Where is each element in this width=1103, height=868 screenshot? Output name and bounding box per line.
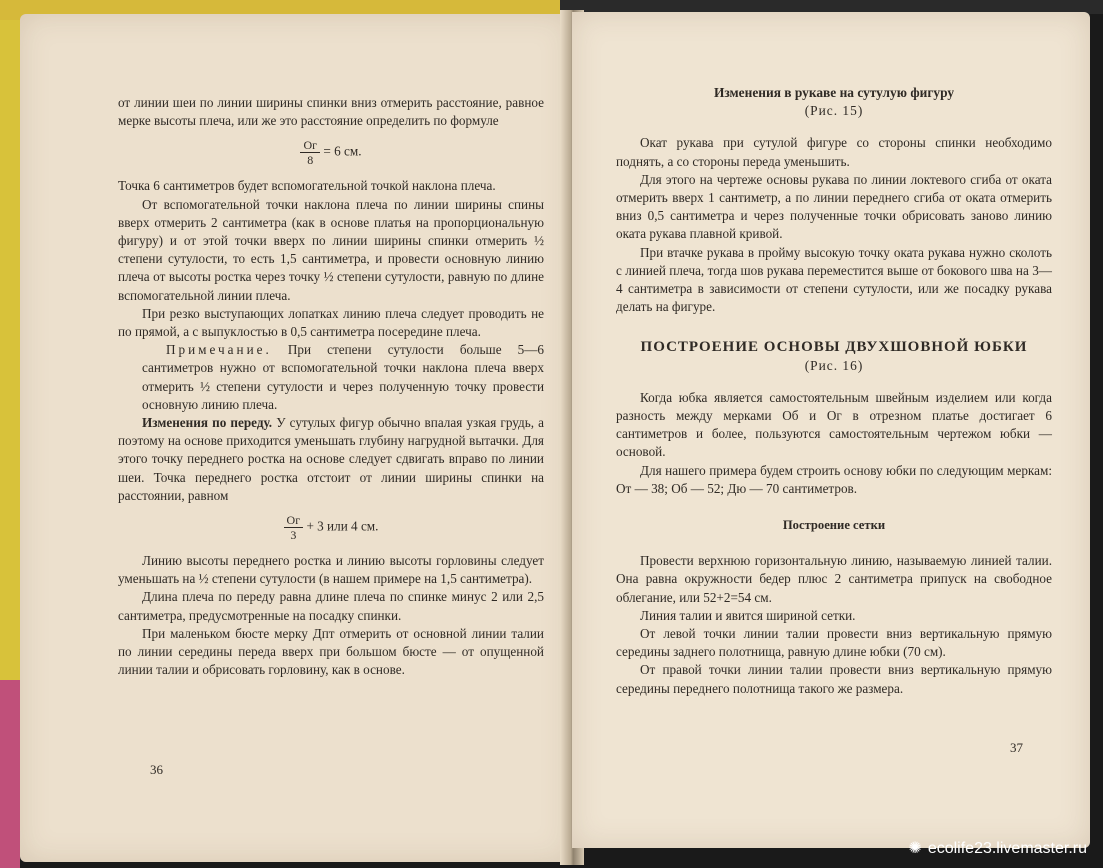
note: Примечание. При степени сутулости больше 5—6 сантиметров нужно от вспомогательной точки наклона плеча вверх отмерить ½ степени сутулости и через полученную точку провести основную линию плеча. — [142, 342, 544, 412]
paragraph: Длина плеча по переду равна длине плеча по спинке минус 2 или 2,5 сантиметра, предусмотренные на посадку спинки. — [118, 589, 544, 623]
paragraph: Для нашего примера будем строить основу юбки по следующим меркам: От — 38; Об — 52; Дю — 70 сантиметров. — [616, 462, 1052, 496]
subsection-heading: Построение сетки — [782, 518, 886, 533]
paragraph: Провести верхнюю горизонтальную линию, называемую линией талии. Она равна окружности бедер плюс 2 сантиметра припуск на свободное облегание, или 52+2=54 см. — [616, 553, 1052, 605]
paragraph: При резко выступающих лопатках линию плеча следует проводить не по прямой, а с выпуклостью в 0,5 сантиметра посередине плеча. — [118, 305, 544, 340]
gear-icon: ✺ — [908, 840, 922, 857]
formula-og-3: $\frac{Ог}{3}$ + 3 или 4 см. — [118, 513, 544, 542]
left-page — [20, 14, 570, 862]
right-page — [572, 12, 1090, 848]
page-number: 36 — [150, 762, 163, 777]
paragraph: От правой точки линии талии провести вниз вертикальную прямую середины переднего полотнища такого же размера. — [616, 662, 1052, 696]
paragraph: Когда юбка является самостоятельным швейным изделием или когда разность между мерками Об и Ог в отрезном платье достигает 6 сантиметров и более, пользуются самостоятельным чертежом юбки — основой. — [616, 389, 1052, 460]
paragraph: Для этого на чертеже основы рукава по линии локтевого сгиба от оката отмерить вверх 1 сантиметр, а по линии переднего сгиба от оката отмерить вниз 0,5 сантиметра и через полученные точки обрисовать заново линию оката рукава плавной кривой. — [616, 171, 1052, 242]
paragraph: От левой точки линии талии провести вниз вертикальную прямую середины заднего полотнища, равную длине юбки (70 см). — [616, 626, 1052, 660]
paragraph-changes-front: Изменения по переду. У сутулых фигур обычно впалая узкая грудь, а поэтому на основе приходится уменьшать глубину нагрудной вытачки. Для этого точку переднего ростка на основе следует сдвигать вправо по линии шеи. Точка переднего ростка отстоит от линии ширины спинки на расстоянии, равном — [118, 415, 545, 503]
book-cover-pink — [0, 680, 20, 868]
page-number: 37 — [1010, 740, 1023, 755]
watermark: ✺ ecolife23.livemaster.ru — [908, 840, 1087, 857]
chapter-heading: ПОСТРОЕНИЕ ОСНОВЫ ДВУХШОВНОЙ ЮБКИ — [640, 339, 1028, 356]
paragraph: от линии шеи по линии ширины спинки вниз отмерить расстояние, равное мерке высоты плеча, или же это расстояние определить по формуле — [118, 95, 544, 129]
right-page-text — [616, 80, 1052, 698]
paragraph: От вспомогательной точки наклона плеча по линии ширины спины вверх отмерить 2 сантиметра (как в основе платья на пропорциональную фигуру) и от этой точки вверх по линии ширины спинки отмерить ½ степени сутулости, то есть 1,5 сантиметра, и провести основную линию плеча от высоты ростка через точку ½ степени сутулости, равную по длине вспомогательной линии плеча. — [118, 196, 544, 303]
section-heading: Изменения в рукаве на сутулую фигуру — [713, 85, 955, 100]
paragraph: Точка 6 сантиметров будет вспомогательной точкой наклона плеча. — [118, 178, 496, 194]
paragraph: При втачке рукава в пройму высокую точку оката рукава нужно сколоть с линией плеча, тогда шов рукава переместится выше от бокового шва на 3—4 сантиметра в зависимости от степени сутулости, или же посадку рукава делать на фигуре. — [616, 244, 1052, 315]
book-cover-yellow — [0, 20, 20, 680]
paragraph: Окат рукава при сутулой фигуре со стороны спинки необходимо поднять, а со стороны переда уменьшить. — [616, 135, 1052, 169]
formula-og-8: $\frac{Ог}{8}$ = 6 см. — [118, 138, 544, 167]
paragraph: Линию высоты переднего ростка и линию высоты горловины следует уменьшать на ½ степени сутулости (в нашем примере на 1,5 сантиметра). — [118, 553, 544, 587]
figure-ref: (Рис. 15) — [804, 103, 864, 119]
paragraph: Линия талии и явится шириной сетки. — [640, 607, 856, 623]
figure-ref: (Рис. 16) — [804, 357, 864, 373]
paragraph: При маленьком бюсте мерку Дпт отмерить от основной линии талии по линии середины переда вверх при большом бюсте — от опущенной линии талии и обрисовать горловину, как в основе. — [118, 625, 544, 678]
left-page-text — [118, 94, 544, 679]
